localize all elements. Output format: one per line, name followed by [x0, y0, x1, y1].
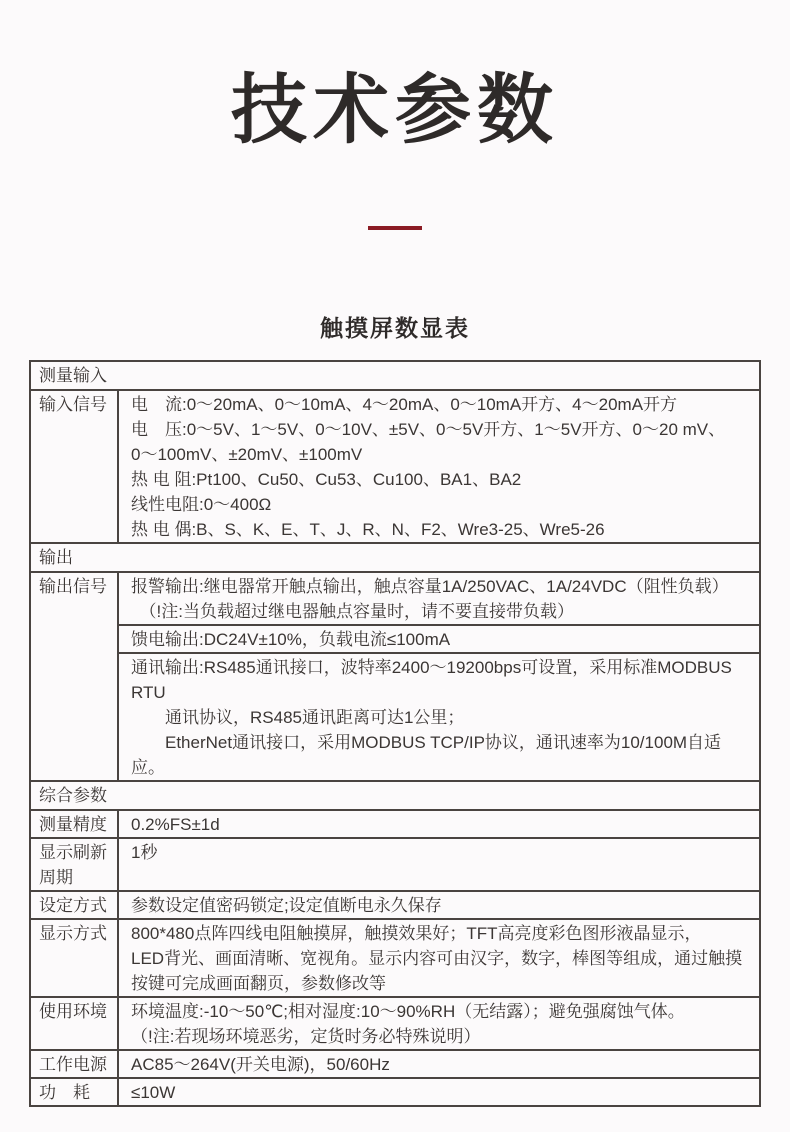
row-value-cell: [119, 1079, 759, 1105]
section-label: 输出: [39, 548, 73, 567]
value-line: AC85～264V(开关电源)，50/60Hz: [131, 1055, 390, 1074]
table-section-row: [31, 362, 759, 391]
row-value-cell: [119, 811, 759, 837]
value-line: 报警输出:继电器常开触点输出，触点容量1A/250VAC、1A/24VDC（阻性负载）: [131, 577, 729, 596]
value-line: 环境温度:-10～50℃;相对湿度:10～90%RH（无结露）；避免强腐蚀气体。: [131, 1002, 685, 1021]
table-row: [31, 998, 759, 1051]
value-line: 800*480点阵四线电阻触摸屏，触摸效果好；TFT高亮度彩色图形液晶显示，: [131, 924, 702, 943]
value-subrow: [119, 626, 759, 654]
row-value-cell: [119, 998, 759, 1049]
row-label: 输入信号: [31, 391, 119, 542]
page-title: 技术参数: [231, 68, 559, 153]
table-section-row: [31, 544, 759, 573]
table-row: [31, 920, 759, 998]
row-value-cell: [119, 892, 759, 918]
row-label: 测量精度: [31, 811, 119, 837]
value-subrow: [119, 1079, 759, 1105]
value-line: （!注:若现场环境恶劣，定货时务必特殊说明）: [131, 1027, 481, 1046]
value-line: 0.2%FS±1d: [131, 815, 220, 834]
table-section-row: [31, 782, 759, 811]
section-label: 测量输入: [39, 366, 107, 385]
value-line: 热 电 阻:Pt100、Cu50、Cu53、Cu100、BA1、BA2: [131, 470, 522, 489]
value-subrow: [119, 573, 759, 626]
section-label: 综合参数: [39, 786, 107, 805]
value-subrow: [119, 1051, 759, 1077]
value-subrow: [119, 998, 759, 1049]
row-value-cell: [119, 1051, 759, 1077]
table-row: [31, 839, 759, 892]
row-label: 显示方式: [31, 920, 119, 996]
row-label: 功 耗: [31, 1079, 119, 1105]
value-line: 按键可完成画面翻页，参数修改等: [131, 974, 386, 993]
row-label: 工作电源: [31, 1051, 119, 1077]
table-title: 触摸屏数显表: [320, 315, 470, 341]
value-line: 馈电输出:DC24V±10%，负载电流≤100mA: [131, 630, 451, 649]
value-line: （!注:当负载超过继电器触点容量时，请不要直接带负载）: [131, 602, 574, 621]
value-line: 参数设定值密码锁定;设定值断电永久保存: [131, 896, 442, 915]
value-subrow: [119, 654, 759, 780]
row-label: 设定方式: [31, 892, 119, 918]
row-label: 使用环境: [31, 998, 119, 1049]
row-label: 显示刷新周期: [31, 839, 119, 890]
value-subrow: [119, 839, 759, 890]
value-line: 电 流:0～20mA、0～10mA、4～20mA、0～10mA开方、4～20mA开方: [131, 395, 678, 414]
row-value-cell: [119, 391, 759, 542]
table-row: [31, 1051, 759, 1079]
row-value-cell: [119, 920, 759, 996]
page: [0, 58, 790, 1107]
value-line: 通讯输出:RS485通讯接口，波特率2400～19200bps可设置，采用标准MODBUS RTU: [131, 658, 737, 702]
value-subrow: [119, 920, 759, 996]
table-row: [31, 1079, 759, 1105]
value-line: 热 电 偶:B、S、K、E、T、J、R、N、F2、Wre3-25、Wre5-26: [131, 520, 605, 539]
value-line: 线性电阻:0～400Ω: [131, 495, 272, 514]
value-line: 0～100mV、±20mV、±100mV: [131, 445, 363, 464]
value-line: ≤10W: [131, 1083, 176, 1102]
spec-table: [29, 360, 761, 1107]
table-row: [31, 892, 759, 920]
value-line: 电 压:0～5V、1～5V、0～10V、±5V、0～5V开方、1～5V开方、0～20 mV、: [131, 420, 726, 439]
value-subrow: [119, 892, 759, 918]
table-row: [31, 573, 759, 782]
title-accent-line: [368, 226, 422, 230]
value-line: 1秒: [131, 843, 158, 862]
table-row: [31, 811, 759, 839]
value-line: EtherNet通讯接口，采用MODBUS TCP/IP协议，通讯速率为10/100M自适应。: [131, 733, 722, 777]
row-value-cell: [119, 573, 759, 780]
table-row: [31, 391, 759, 544]
value-subrow: [119, 811, 759, 837]
row-label: 输出信号: [31, 573, 119, 780]
value-subrow: [119, 391, 759, 542]
row-value-cell: [119, 839, 759, 890]
value-line: LED背光、画面清晰、宽视角。显示内容可由汉字，数字，棒图等组成，通过触摸: [131, 949, 743, 968]
value-line: 通讯协议，RS485通讯距离可达1公里；: [131, 708, 465, 727]
